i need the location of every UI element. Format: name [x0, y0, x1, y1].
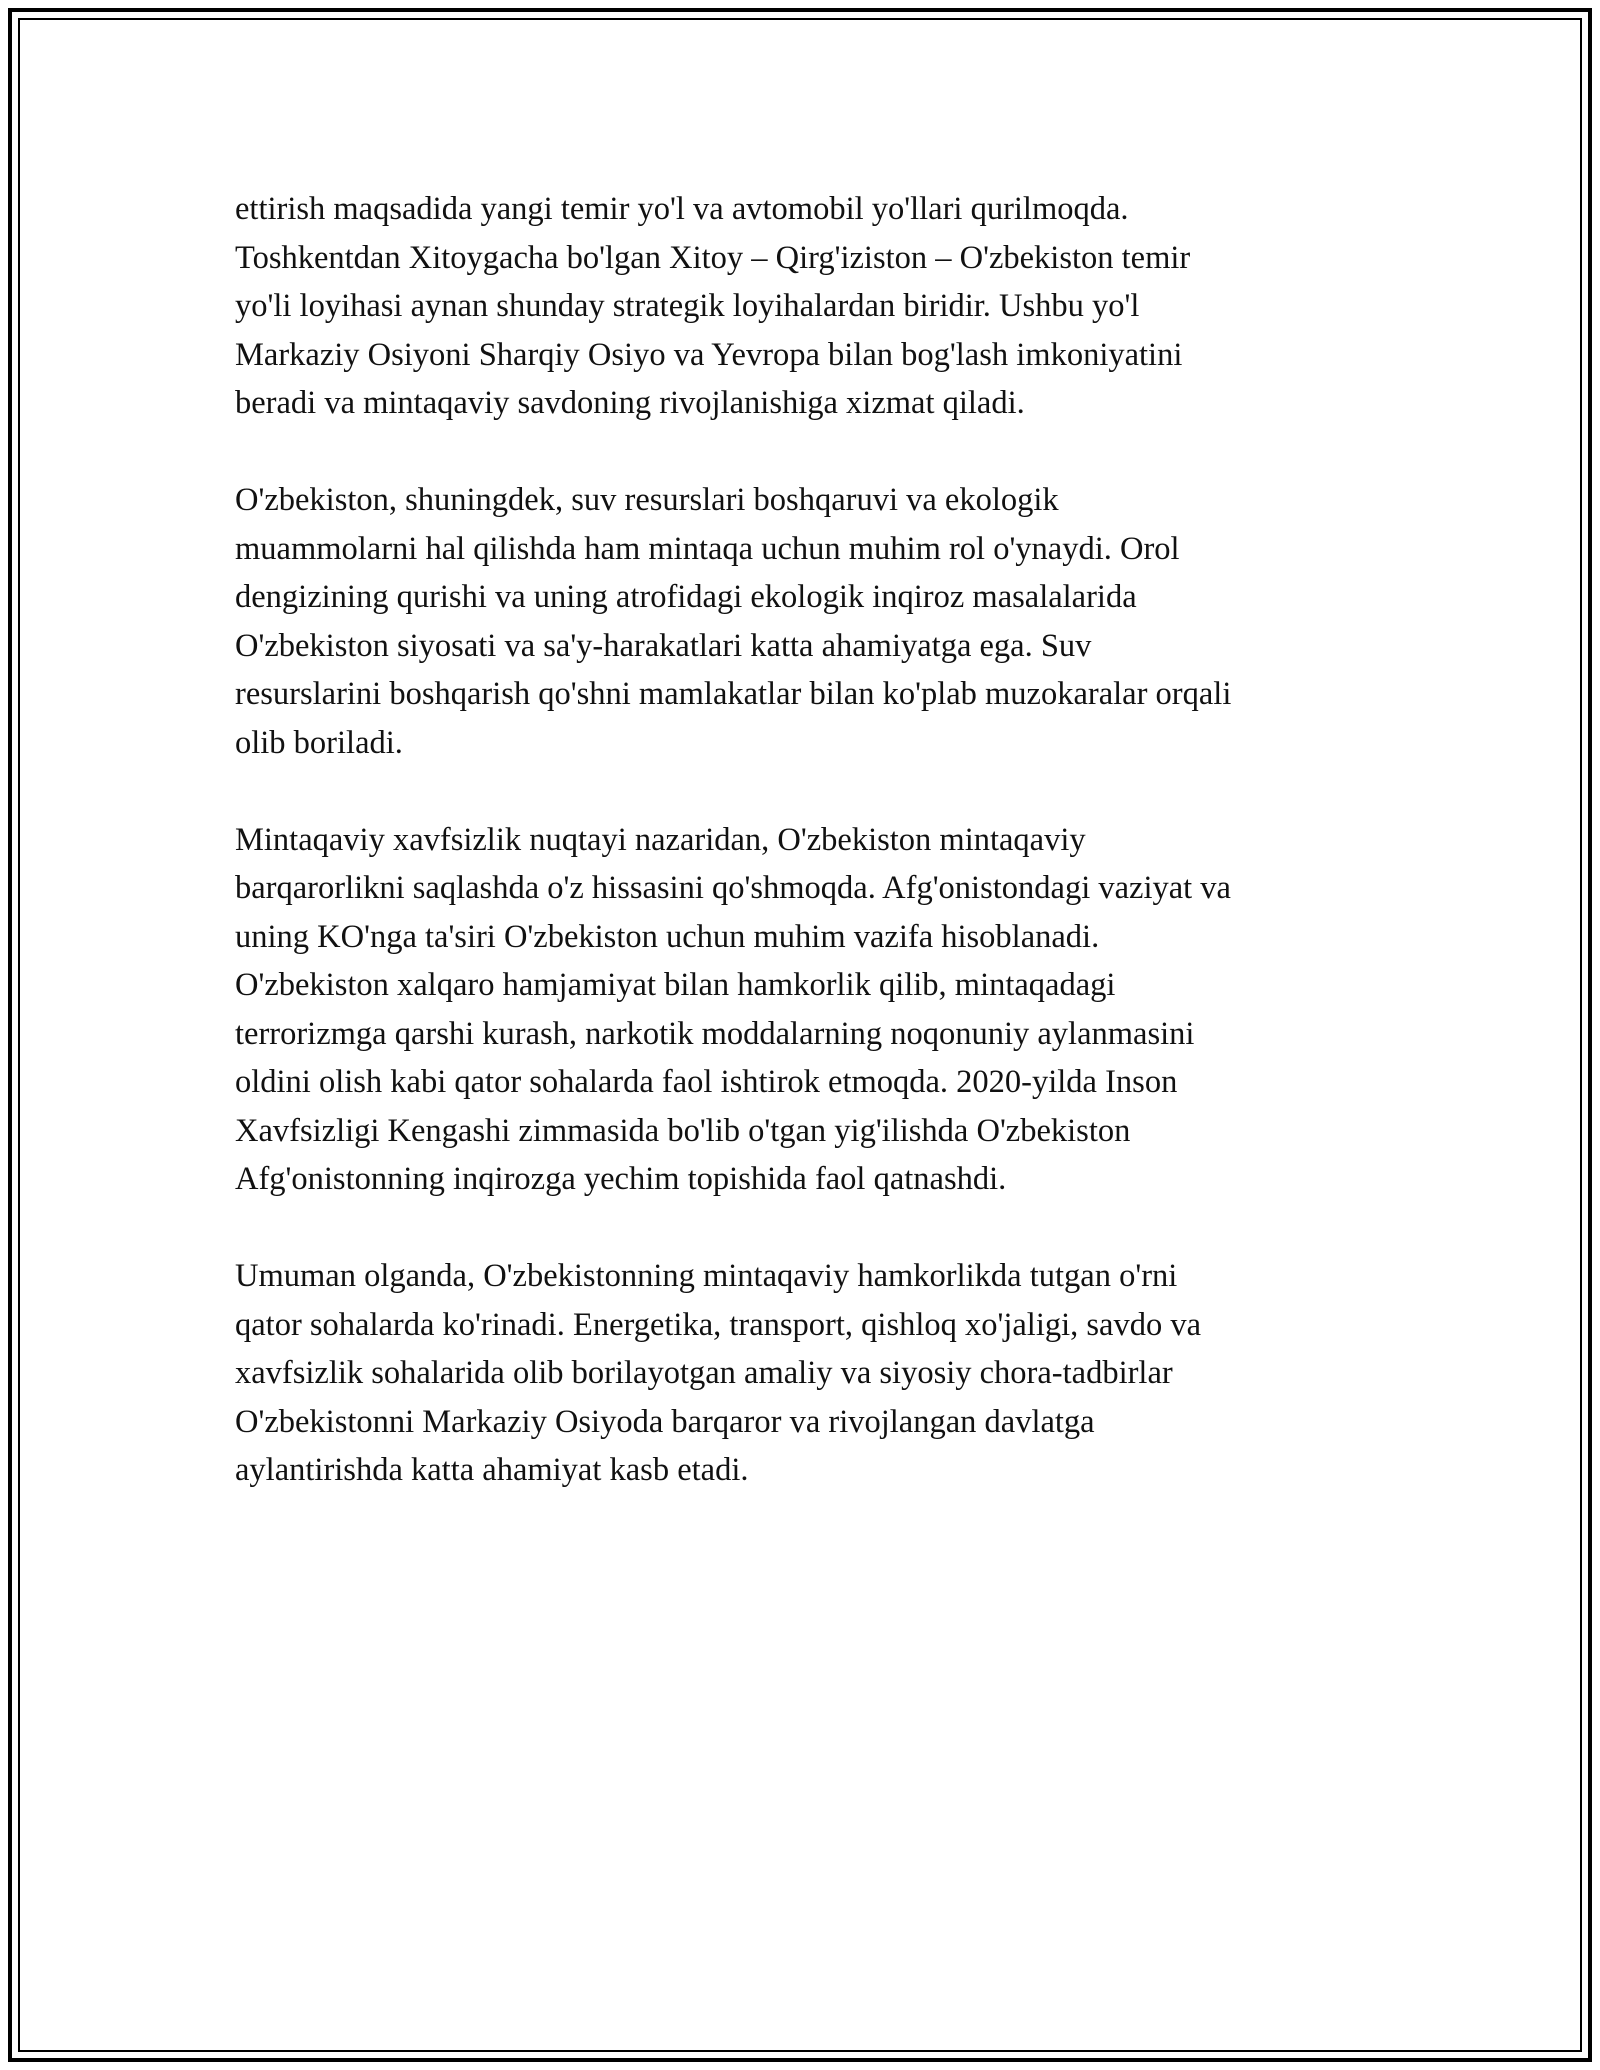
text-line: O'zbekiston siyosati va sa'y-harakatlari katta ahamiyatga ega. Suv: [235, 627, 1092, 664]
text-line: beradi va mintaqaviy savdoning rivojlanishiga xizmat qiladi.: [235, 385, 1025, 421]
paragraph-1: [235, 185, 1375, 428]
document-body: [235, 185, 1375, 1543]
text-line: muammolarni hal qilishda ham mintaqa uchun muhim rol o'ynaydi. Orol: [235, 530, 1180, 567]
text-line: Markaziy Osiyoni Sharqiy Osiyo va Yevropa bilan bog'lash imkoniyatini: [235, 336, 1183, 373]
text-line: uning KO'nga ta'siri O'zbekiston uchun muhim vazifa hisoblanadi.: [235, 918, 1100, 955]
paragraph-4: [235, 1252, 1375, 1495]
text-line: xavfsizlik sohalarida olib borilayotgan amaliy va siyosiy chora-tadbirlar: [235, 1355, 1173, 1391]
text-line: barqarorlikni saqlashda o'z hissasini qo'shmoqda. Afg'onistondagi vaziyat va: [235, 870, 1231, 906]
text-line: Afg'onistonning inqirozga yechim topishida faol qatnashdi.: [235, 1161, 1007, 1197]
text-line: Toshkentdan Xitoygacha bo'lgan Xitoy – Qirg'iziston – O'zbekiston temir: [235, 239, 1191, 276]
text-line: Xavfsizligi Kengashi zimmasida bo'lib o'tgan yig'ilishda O'zbekiston: [235, 1112, 1131, 1149]
text-line: resurslarini boshqarish qo'shni mamlakatlar bilan ko'plab muzokaralar orqali: [235, 676, 1232, 712]
text-line: dengizining qurishi va uning atrofidagi ekologik inqiroz masalalarida: [235, 579, 1137, 615]
text-line: ettirish maqsadida yangi temir yo'l va avtomobil yo'llari qurilmoqda.: [235, 191, 1129, 227]
text-line: Mintaqaviy xavfsizlik nuqtayi nazaridan, O'zbekiston mintaqaviy: [235, 821, 1086, 858]
text-line: O'zbekiston xalqaro hamjamiyat bilan hamkorlik qilib, mintaqadagi: [235, 967, 1116, 1003]
paragraph-2: [235, 476, 1375, 767]
text-line: oldini olish kabi qator sohalarda faol ishtirok etmoqda. 2020-yilda Inson: [235, 1064, 1178, 1100]
text-line: yo'li loyihasi aynan shunday strategik loyihalardan biridir. Ushbu yo'l: [235, 288, 1140, 324]
text-line: Umuman olganda, O'zbekistonning mintaqaviy hamkorlikda tutgan o'rni: [235, 1258, 1178, 1294]
text-line: qator sohalarda ko'rinadi. Energetika, transport, qishloq xo'jaligi, savdo va: [235, 1306, 1202, 1343]
text-line: O'zbekiston, shuningdek, suv resurslari boshqaruvi va ekologik: [235, 482, 1059, 518]
text-line: O'zbekistonni Markaziy Osiyoda barqaror va rivojlangan davlatga: [235, 1403, 1095, 1440]
text-line: olib boriladi.: [235, 724, 403, 761]
text-line: terrorizmga qarshi kurash, narkotik moddalarning noqonuniy aylanmasini: [235, 1015, 1195, 1052]
paragraph-3: [235, 816, 1375, 1204]
text-line: aylantirishda katta ahamiyat kasb etadi.: [235, 1452, 749, 1488]
